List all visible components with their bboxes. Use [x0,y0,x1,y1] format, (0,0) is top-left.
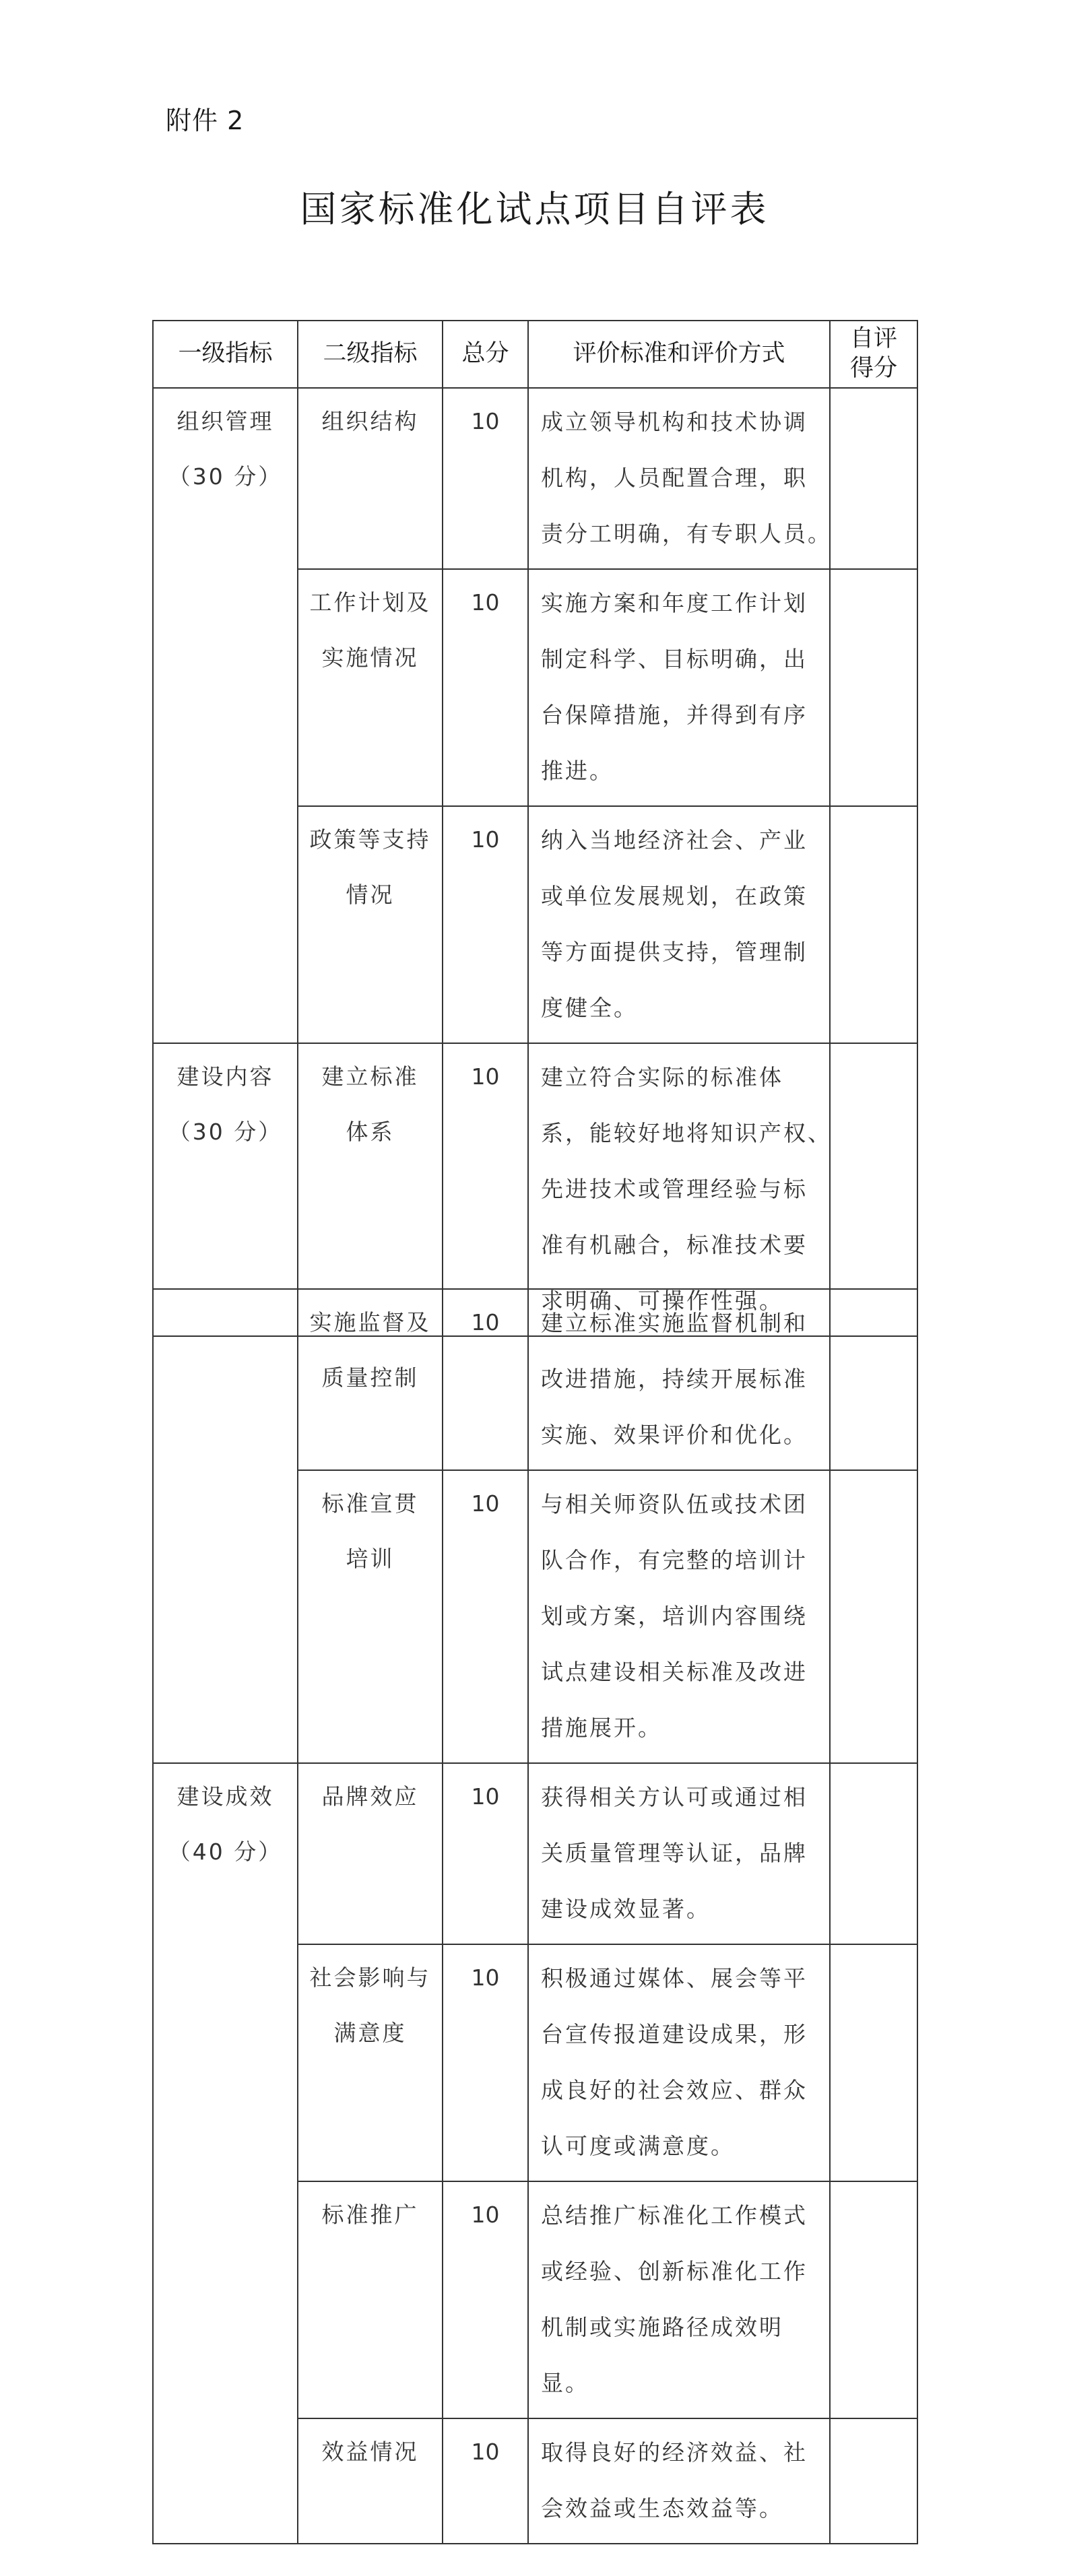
indicator-name-line: 体系 [346,1119,395,1145]
self-score-cell [830,569,917,806]
indicator-name-line: 效益情况 [321,2439,419,2465]
criteria-line: 机构，人员配置合理，职 [541,465,808,491]
criteria-line: 系，能较好地将知识产权、 [541,1120,832,1146]
indicator-criteria [528,1289,830,1470]
indicator-name [298,2181,443,2418]
criteria-line: 先进技术或管理经验与标 [541,1176,808,1202]
header-self-score [830,321,917,388]
indicator-score: 10 [443,1043,528,1336]
self-score-cell [830,388,917,569]
indicator-name-line: 培训 [346,1546,395,1572]
page-title: 国家标准化试点项目自评表 [300,188,769,230]
criteria-line: 台保障措施，并得到有序 [541,702,808,728]
criteria-line: 等方面提供支持，管理制 [541,939,808,965]
criteria-line: 认可度或满意度。 [541,2133,735,2159]
indicator-name-line: 标准推广 [321,2202,419,2228]
indicator-name [298,569,443,806]
header-self-score-line1: 自评 [849,325,897,353]
indicator-criteria [528,2181,830,2418]
criteria-line: 会效益或生态效益等。 [541,2495,783,2521]
group-cell-continued [153,1289,298,1763]
evaluation-table-part-1 [152,320,918,1337]
indicator-name-line: 实施情况 [321,645,419,671]
group-points: （40 分） [168,1839,283,1865]
indicator-score: 10 [443,1763,528,1944]
indicator-name-line: 组织结构 [321,408,419,434]
indicator-name [298,1289,443,1470]
group-name: 组织管理 [176,408,274,434]
criteria-line: 纳入当地经济社会、产业 [541,827,808,853]
group-points: （30 分） [168,463,283,490]
indicator-name-line: 工作计划及 [309,589,431,616]
self-score-cell [830,2418,917,2544]
header-criteria: 评价标准和评价方式 [528,321,830,388]
criteria-line: 推进。 [541,758,614,784]
self-score-cell [830,2181,917,2418]
criteria-line: 度健全。 [541,995,638,1021]
indicator-criteria [528,1763,830,1944]
criteria-line: 显。 [541,2370,589,2396]
criteria-line: 关质量管理等认证，品牌 [541,1840,808,1866]
group-name: 建设内容 [176,1063,274,1090]
table-row [153,388,917,569]
indicator-name-line: 品牌效应 [321,1783,419,1810]
indicator-name [298,806,443,1043]
header-self-score-line2: 得分 [849,355,897,382]
criteria-line: 建立符合实际的标准体 [541,1064,783,1090]
table-header-row [153,321,917,388]
criteria-line: 台宣传报道建设成果，形 [541,2021,808,2047]
header-level1: 一级指标 [153,321,298,388]
criteria-line: 与相关师资队伍或技术团 [541,1491,808,1517]
indicator-name-line: 满意度 [333,2020,407,2046]
indicator-name-line: 社会影响与 [309,1964,431,1991]
criteria-line: 求明确、可操作性强。 [541,1288,783,1314]
self-score-cell [830,1289,917,1470]
criteria-line: 实施、效果评价和优化。 [541,1422,808,1448]
attachment-label: 附件 2 [166,106,245,135]
self-score-cell [830,1944,917,2181]
indicator-score: 10 [443,2418,528,2544]
indicator-criteria [528,1470,830,1763]
indicator-criteria [528,1944,830,2181]
indicator-name-line: 实施监督及 [309,1309,431,1335]
criteria-line: 或单位发展规划，在政策 [541,883,808,909]
indicator-score: 10 [443,806,528,1043]
criteria-line: 取得良好的经济效益、社 [541,2439,808,2466]
indicator-criteria [528,569,830,806]
criteria-line: 试点建设相关标准及改进 [541,1659,808,1685]
indicator-criteria [528,2418,830,2544]
evaluation-table-part-2 [152,1288,918,2544]
self-score-cell [830,1470,917,1763]
criteria-line: 队合作，有完整的培训计 [541,1547,808,1573]
criteria-line: 划或方案，培训内容围绕 [541,1603,808,1629]
criteria-line: 实施方案和年度工作计划 [541,590,808,616]
indicator-score: 10 [443,388,528,569]
header-score: 总分 [443,321,528,388]
indicator-name [298,1470,443,1763]
indicator-criteria [528,388,830,569]
indicator-name [298,388,443,569]
indicator-name [298,1763,443,1944]
indicator-criteria [528,806,830,1043]
criteria-line: 获得相关方认可或通过相 [541,1784,808,1810]
group-points: （30 分） [168,1119,283,1145]
group-name: 建设成效 [176,1783,274,1810]
criteria-line: 制定科学、目标明确，出 [541,646,808,672]
indicator-score: 10 [443,1289,528,1470]
self-score-cell [830,1763,917,1944]
indicator-name-line: 标准宣贯 [321,1490,419,1517]
criteria-line: 准有机融合，标准技术要 [541,1232,808,1258]
indicator-score: 10 [443,569,528,806]
criteria-line: 机制或实施路径成效明 [541,2314,783,2340]
indicator-name-line: 情况 [346,882,395,908]
criteria-line: 积极通过媒体、展会等平 [541,1965,808,1991]
indicator-name-line: 质量控制 [321,1364,419,1391]
group-cell-construction-results [153,1763,298,2544]
criteria-line: 总结推广标准化工作模式 [541,2202,808,2228]
indicator-name [298,2418,443,2544]
indicator-name-line: 建立标准 [321,1063,419,1090]
self-score-cell [830,806,917,1043]
criteria-line: 成立领导机构和技术协调 [541,409,808,435]
indicator-name [298,1944,443,2181]
table-row [153,1763,917,1944]
criteria-line: 改进措施，持续开展标准 [541,1366,808,1392]
indicator-name-line: 政策等支持 [309,826,431,853]
criteria-line: 责分工明确，有专职人员。 [541,521,832,547]
header-level2: 二级指标 [298,321,443,388]
indicator-score: 10 [443,1944,528,2181]
indicator-score: 10 [443,2181,528,2418]
table-row [153,1289,917,1470]
criteria-line: 建立标准实施监督机制和 [541,1310,808,1336]
criteria-line: 或经验、创新标准化工作 [541,2258,808,2284]
criteria-line: 成良好的社会效应、群众 [541,2077,808,2103]
criteria-line: 措施展开。 [541,1715,662,1741]
criteria-line: 建设成效显著。 [541,1896,711,1922]
indicator-score: 10 [443,1470,528,1763]
group-cell-organization [153,388,298,1043]
